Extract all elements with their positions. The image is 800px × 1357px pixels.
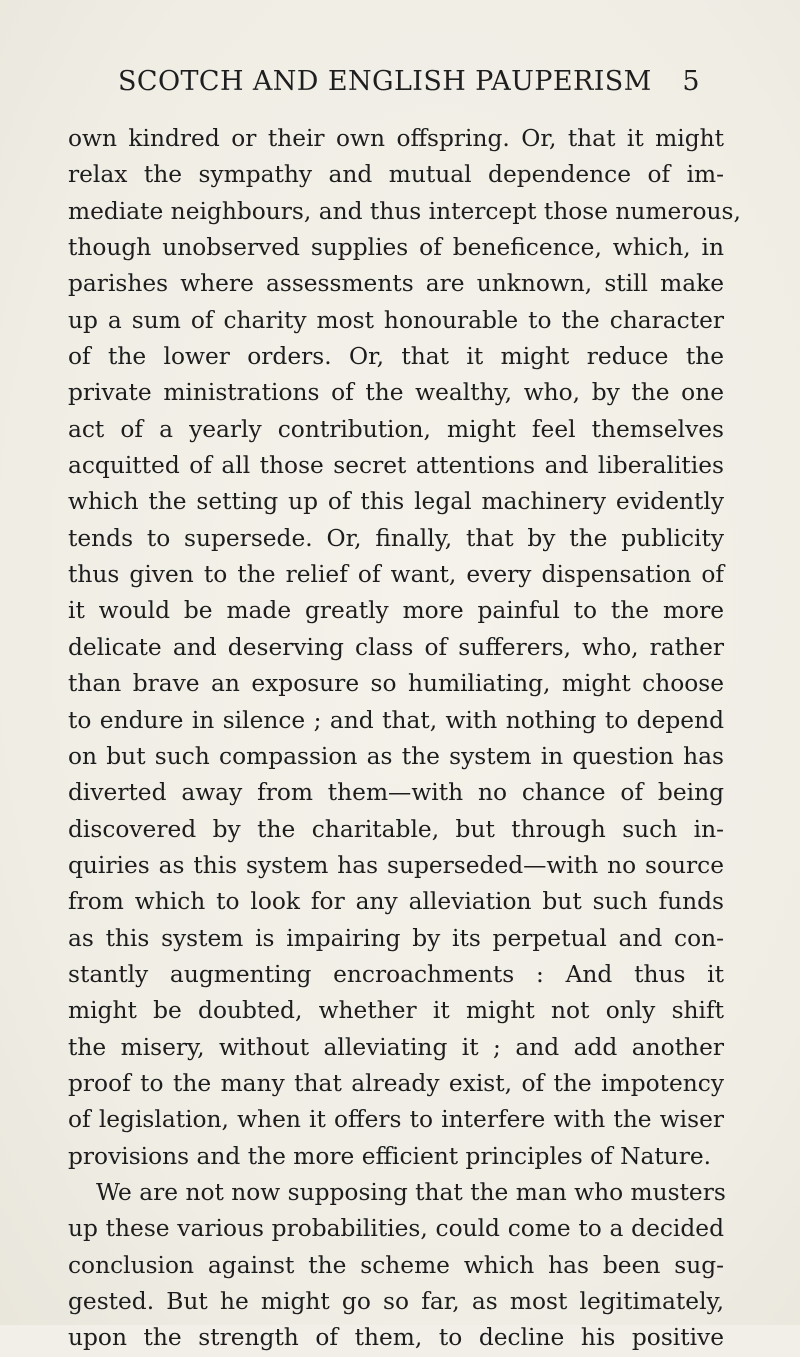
text-line: stantly augmenting encroachments : And thus it	[68, 960, 724, 988]
text-line: conclusion against the scheme which has been sug-	[68, 1251, 724, 1279]
text-line: thus given to the relief of want, every dispensation of	[68, 561, 724, 589]
text-line: mediate neighbours, and thus intercept those numerous,	[68, 197, 741, 225]
text-line: acquitted of all those secret attentions and liberalities	[68, 452, 724, 480]
text-line: the misery, without alleviating it ; and add another	[68, 1033, 724, 1061]
text-line: though unobserved supplies of beneficence, which, in	[68, 234, 724, 262]
text-line: own kindred or their own offspring. Or, that it might	[68, 125, 724, 152]
text-line: tends to supersede. Or, finally, that by the publicity	[68, 524, 724, 552]
text-line: it would be made greatly more painful to the more	[68, 597, 724, 625]
text-line: relax the sympathy and mutual dependence of im-	[68, 161, 724, 189]
text-line: might be doubted, whether it might not only shift	[68, 997, 724, 1025]
text-line: upon the strength of them, to decline his positive	[68, 1324, 724, 1352]
page-header	[118, 66, 700, 106]
page-number: 5	[682, 66, 700, 97]
text-line: private ministrations of the wealthy, who, by the one	[68, 379, 724, 407]
text-line: delicate and deserving class of sufferers, who, rather	[68, 633, 724, 661]
text-line: act of a yearly contribution, might feel themselves	[68, 415, 724, 443]
paragraph-start-line: We are not now supposing that the man who musters	[96, 1178, 726, 1206]
body-text	[68, 121, 741, 1357]
text-line: which the setting up of this legal machinery evidently	[68, 488, 724, 516]
text-line: to endure in silence ; and that, with nothing to depend	[68, 706, 724, 734]
text-line: gested. But he might go so far, as most legitimately,	[68, 1288, 724, 1315]
text-line: from which to look for any alleviation but such funds	[68, 888, 724, 916]
text-line: up these various probabilities, could come to a decided	[68, 1215, 724, 1243]
text-line: as this system is impairing by its perpetual and con-	[68, 924, 724, 952]
text-line: discovered by the charitable, but through such in-	[68, 815, 724, 843]
text-line: of the lower orders. Or, that it might reduce the	[68, 343, 724, 371]
text-line: quiries as this system has superseded—with no source	[68, 851, 724, 879]
running-title: SCOTCH AND ENGLISH PAUPERISM	[118, 66, 652, 97]
text-line: on but such compassion as the system in question has	[68, 742, 724, 770]
text-line: than brave an exposure so humiliating, might choose	[68, 670, 724, 698]
text-line: parishes where assessments are unknown, still make	[68, 270, 724, 298]
text-line: proof to the many that already exist, of the impotency	[68, 1069, 724, 1097]
text-line: of legislation, when it offers to interfere with the wiser	[68, 1106, 724, 1134]
text-line: diverted away from them—with no chance of being	[68, 779, 724, 807]
text-line: up a sum of charity most honourable to the character	[68, 306, 724, 334]
paragraph-end-line: provisions and the more efficient principles of Nature.	[68, 1142, 712, 1170]
